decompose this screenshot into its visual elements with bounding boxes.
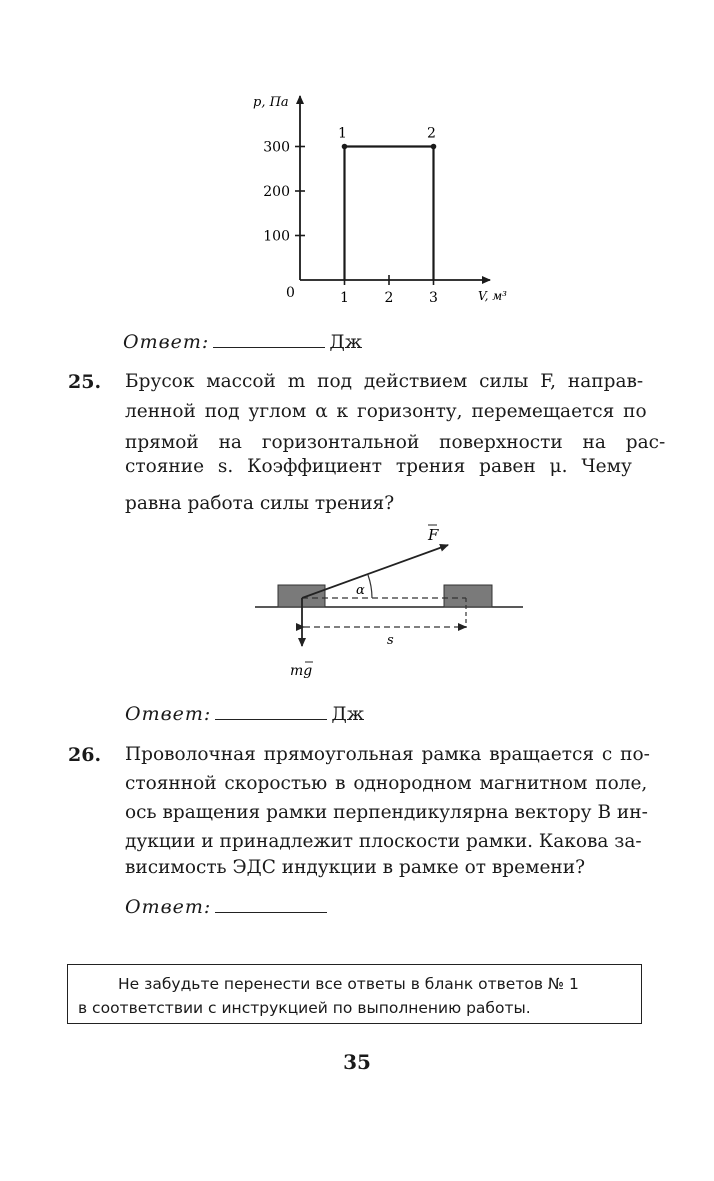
notice-box	[67, 964, 642, 1024]
q26-line-1: Проволочная прямоугольная рамка вращается с по-	[125, 744, 650, 765]
process-line	[345, 147, 434, 281]
q25-line-5: равна работа силы трения?	[125, 493, 395, 514]
x-tick-label: 1	[340, 290, 349, 306]
q25-line-1: Брусок массой m под действием силы F, направ-	[125, 371, 644, 392]
q26-line-2: стоянной скоростью в однородном магнитном поле,	[125, 773, 648, 794]
notice-line-2: в соответствии с инструкцией по выполнению работы.	[78, 999, 531, 1017]
state-point-2	[431, 144, 437, 150]
answer-blank[interactable]	[215, 911, 327, 913]
block-end	[444, 585, 492, 607]
distance-label: s	[387, 633, 394, 648]
state-point-1	[342, 144, 348, 150]
answer-line-24	[123, 331, 362, 353]
q25-line-2: ленной под углом α к горизонту, перемещается по	[125, 401, 647, 422]
x-axis-label: V, м³	[478, 289, 507, 303]
pv-graph	[0, 0, 714, 320]
q26-line-5: висимость ЭДС индукции в рамке от времени?	[125, 857, 586, 878]
angle-arc	[368, 575, 372, 598]
answer-label: Ответ:	[123, 331, 210, 353]
y-axis-label: p, Па	[253, 95, 289, 110]
y-tick-label: 100	[263, 228, 290, 245]
angle-label: α	[356, 583, 365, 598]
state-point-label: 2	[427, 125, 436, 142]
answer-blank[interactable]	[213, 346, 325, 348]
answer-label: Ответ:	[125, 896, 212, 918]
answer-line-26	[125, 896, 331, 918]
answer-label: Ответ:	[125, 703, 212, 725]
question-number-26: 26.	[68, 744, 102, 766]
gravity-label: mg	[290, 663, 313, 679]
answer-unit: Дж	[331, 703, 365, 725]
origin-label: 0	[286, 285, 295, 301]
q26-line-3: ось вращения рамки перпендикулярна вектору B ин-	[125, 802, 648, 823]
block-force-diagram	[240, 518, 540, 688]
q25-line-3: прямой на горизонтальной поверхности на рас-	[125, 432, 666, 453]
answer-unit: Дж	[329, 331, 363, 353]
answer-line-25	[125, 703, 364, 725]
force-arrow	[302, 545, 448, 598]
question-number-25: 25.	[68, 371, 102, 393]
x-tick-label: 2	[384, 290, 394, 306]
answer-blank[interactable]	[215, 718, 327, 720]
x-tick-label: 3	[429, 290, 438, 306]
force-label: F	[428, 526, 439, 544]
q25-line-4: стояние s. Коэффициент трения равен μ. Чему	[125, 456, 632, 477]
notice-line-1: Не забудьте перенести все ответы в бланк ответов № 1	[118, 975, 579, 993]
y-tick-label: 200	[263, 184, 290, 200]
y-tick-label: 300	[263, 139, 290, 156]
q26-line-4: дукции и принадлежит плоскости рамки. Какова за-	[125, 831, 642, 852]
state-point-label: 1	[338, 125, 347, 142]
page-number: 35	[343, 1050, 371, 1074]
